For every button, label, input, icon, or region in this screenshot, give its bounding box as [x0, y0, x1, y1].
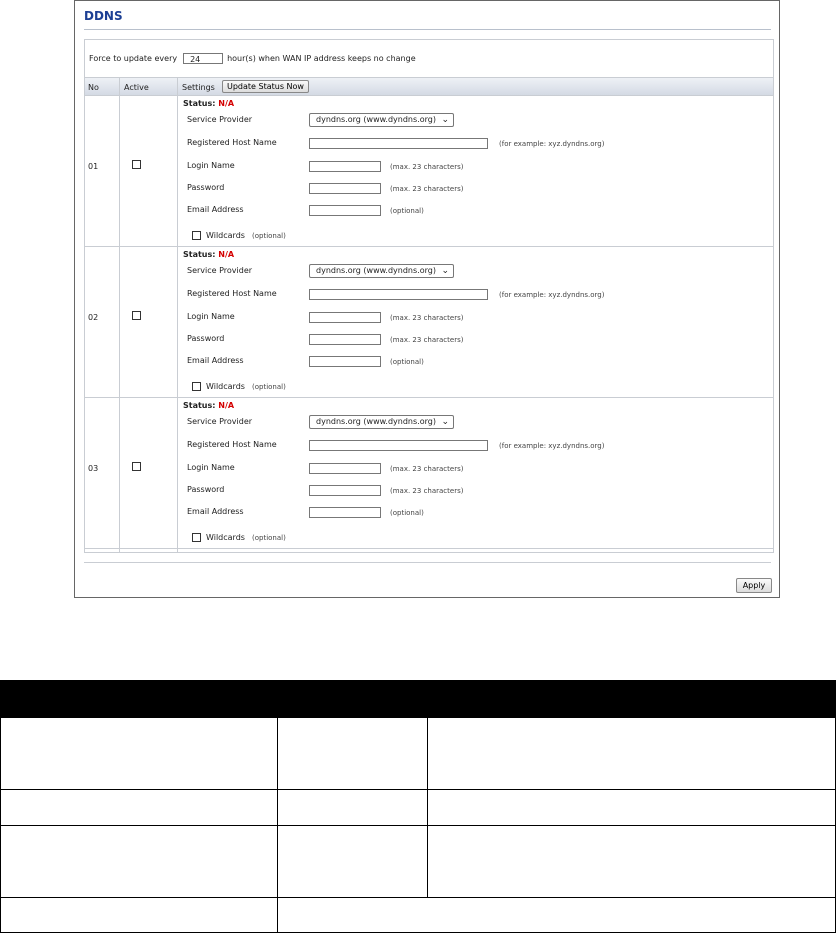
password-hint: (max. 23 characters) [390, 185, 464, 193]
host-name-label: Registered Host Name [187, 138, 277, 147]
wildcards-checkbox[interactable] [192, 533, 201, 542]
password-input[interactable] [309, 183, 381, 194]
column-no: No [88, 83, 99, 92]
active-checkbox[interactable] [132, 462, 141, 471]
ddns-entry-03 [85, 398, 773, 549]
email-input[interactable] [309, 507, 381, 518]
title-divider [84, 29, 771, 30]
login-name-input[interactable] [309, 161, 381, 172]
host-name-hint: (for example: xyz.dyndns.org) [499, 291, 605, 299]
bottom-divider [84, 562, 771, 563]
wildcards-hint: (optional) [252, 534, 286, 542]
wildcards-checkbox[interactable] [192, 231, 201, 240]
entry-number: 03 [88, 464, 99, 473]
column-active: Active [124, 83, 149, 92]
login-name-input[interactable] [309, 312, 381, 323]
status-line [183, 250, 234, 259]
active-checkbox[interactable] [132, 311, 141, 320]
table-header-row [1, 681, 836, 718]
table-header-cell [277, 681, 428, 718]
column-settings: Settings [182, 83, 215, 92]
host-name-hint: (for example: xyz.dyndns.org) [499, 140, 605, 148]
force-update-hours-input[interactable]: 24 [183, 53, 223, 64]
service-provider-value: dyndns.org (www.dyndns.org) [316, 115, 436, 124]
table-cell [428, 790, 836, 826]
wildcards-checkbox[interactable] [192, 382, 201, 391]
entry-number: 02 [88, 313, 99, 322]
table-cell [277, 790, 428, 826]
email-input[interactable] [309, 356, 381, 367]
status-label: Status: [183, 99, 216, 108]
chevron-down-icon: ⌄ [441, 115, 449, 125]
table-row [1, 790, 836, 826]
status-label: Status: [183, 401, 216, 410]
table-cell [277, 898, 835, 933]
wildcards-label: Wildcards [206, 382, 245, 391]
status-line [183, 99, 234, 108]
service-provider-label: Service Provider [187, 266, 253, 275]
password-label: Password [187, 334, 225, 343]
chevron-down-icon: ⌄ [441, 417, 449, 427]
host-name-label: Registered Host Name [187, 440, 277, 449]
table-cell [1, 898, 278, 933]
ddns-screenshot [74, 0, 780, 598]
login-name-label: Login Name [187, 161, 235, 170]
chevron-down-icon: ⌄ [441, 266, 449, 276]
table-cell [428, 718, 836, 790]
email-hint: (optional) [390, 509, 424, 517]
table-row [1, 826, 836, 898]
service-provider-value: dyndns.org (www.dyndns.org) [316, 417, 436, 426]
service-provider-value: dyndns.org (www.dyndns.org) [316, 266, 436, 275]
table-cell [1, 718, 278, 790]
status-line [183, 401, 234, 410]
status-value: N/A [218, 99, 235, 108]
table-row [1, 718, 836, 790]
host-name-input[interactable] [309, 440, 488, 451]
description-table [0, 680, 836, 933]
service-provider-label: Service Provider [187, 115, 253, 124]
ddns-entry-02 [85, 247, 773, 398]
force-update-suffix: hour(s) when WAN IP address keeps no change [227, 54, 416, 63]
wildcards-hint: (optional) [252, 232, 286, 240]
table-row [1, 898, 836, 933]
email-label: Email Address [187, 356, 244, 365]
wildcards-label: Wildcards [206, 231, 245, 240]
password-label: Password [187, 485, 225, 494]
password-hint: (max. 23 characters) [390, 336, 464, 344]
service-provider-label: Service Provider [187, 417, 253, 426]
active-checkbox[interactable] [132, 160, 141, 169]
password-input[interactable] [309, 334, 381, 345]
password-label: Password [187, 183, 225, 192]
login-name-label: Login Name [187, 463, 235, 472]
email-label: Email Address [187, 507, 244, 516]
table-header-cell [428, 681, 836, 718]
table-cell [428, 826, 836, 898]
table-cell [1, 790, 278, 826]
force-update-label: Force to update every [89, 54, 178, 63]
email-hint: (optional) [390, 207, 424, 215]
apply-button[interactable]: Apply [736, 578, 772, 593]
host-name-label: Registered Host Name [187, 289, 277, 298]
email-label: Email Address [187, 205, 244, 214]
login-name-hint: (max. 23 characters) [390, 314, 464, 322]
login-name-hint: (max. 23 characters) [390, 163, 464, 171]
entry-number: 01 [88, 162, 99, 171]
host-name-input[interactable] [309, 289, 488, 300]
update-status-now-button[interactable]: Update Status Now [222, 80, 309, 93]
service-provider-select[interactable] [309, 113, 454, 127]
force-update-row [89, 53, 416, 64]
password-input[interactable] [309, 485, 381, 496]
status-value: N/A [218, 250, 235, 259]
login-name-label: Login Name [187, 312, 235, 321]
login-name-hint: (max. 23 characters) [390, 465, 464, 473]
table-cell [277, 718, 428, 790]
host-name-hint: (for example: xyz.dyndns.org) [499, 442, 605, 450]
page-title: DDNS [84, 9, 123, 23]
table-cell [1, 826, 278, 898]
service-provider-select[interactable] [309, 264, 454, 278]
grid-header [85, 77, 773, 96]
password-hint: (max. 23 characters) [390, 487, 464, 495]
table-header-cell [1, 681, 278, 718]
ddns-entry-01 [85, 96, 773, 247]
status-label: Status: [183, 250, 216, 259]
wildcards-hint: (optional) [252, 383, 286, 391]
table-cell [277, 826, 428, 898]
host-name-input[interactable] [309, 138, 488, 149]
status-value: N/A [218, 401, 235, 410]
email-hint: (optional) [390, 358, 424, 366]
wildcards-label: Wildcards [206, 533, 245, 542]
ddns-panel [84, 39, 774, 553]
login-name-input[interactable] [309, 463, 381, 474]
email-input[interactable] [309, 205, 381, 216]
service-provider-select[interactable] [309, 415, 454, 429]
